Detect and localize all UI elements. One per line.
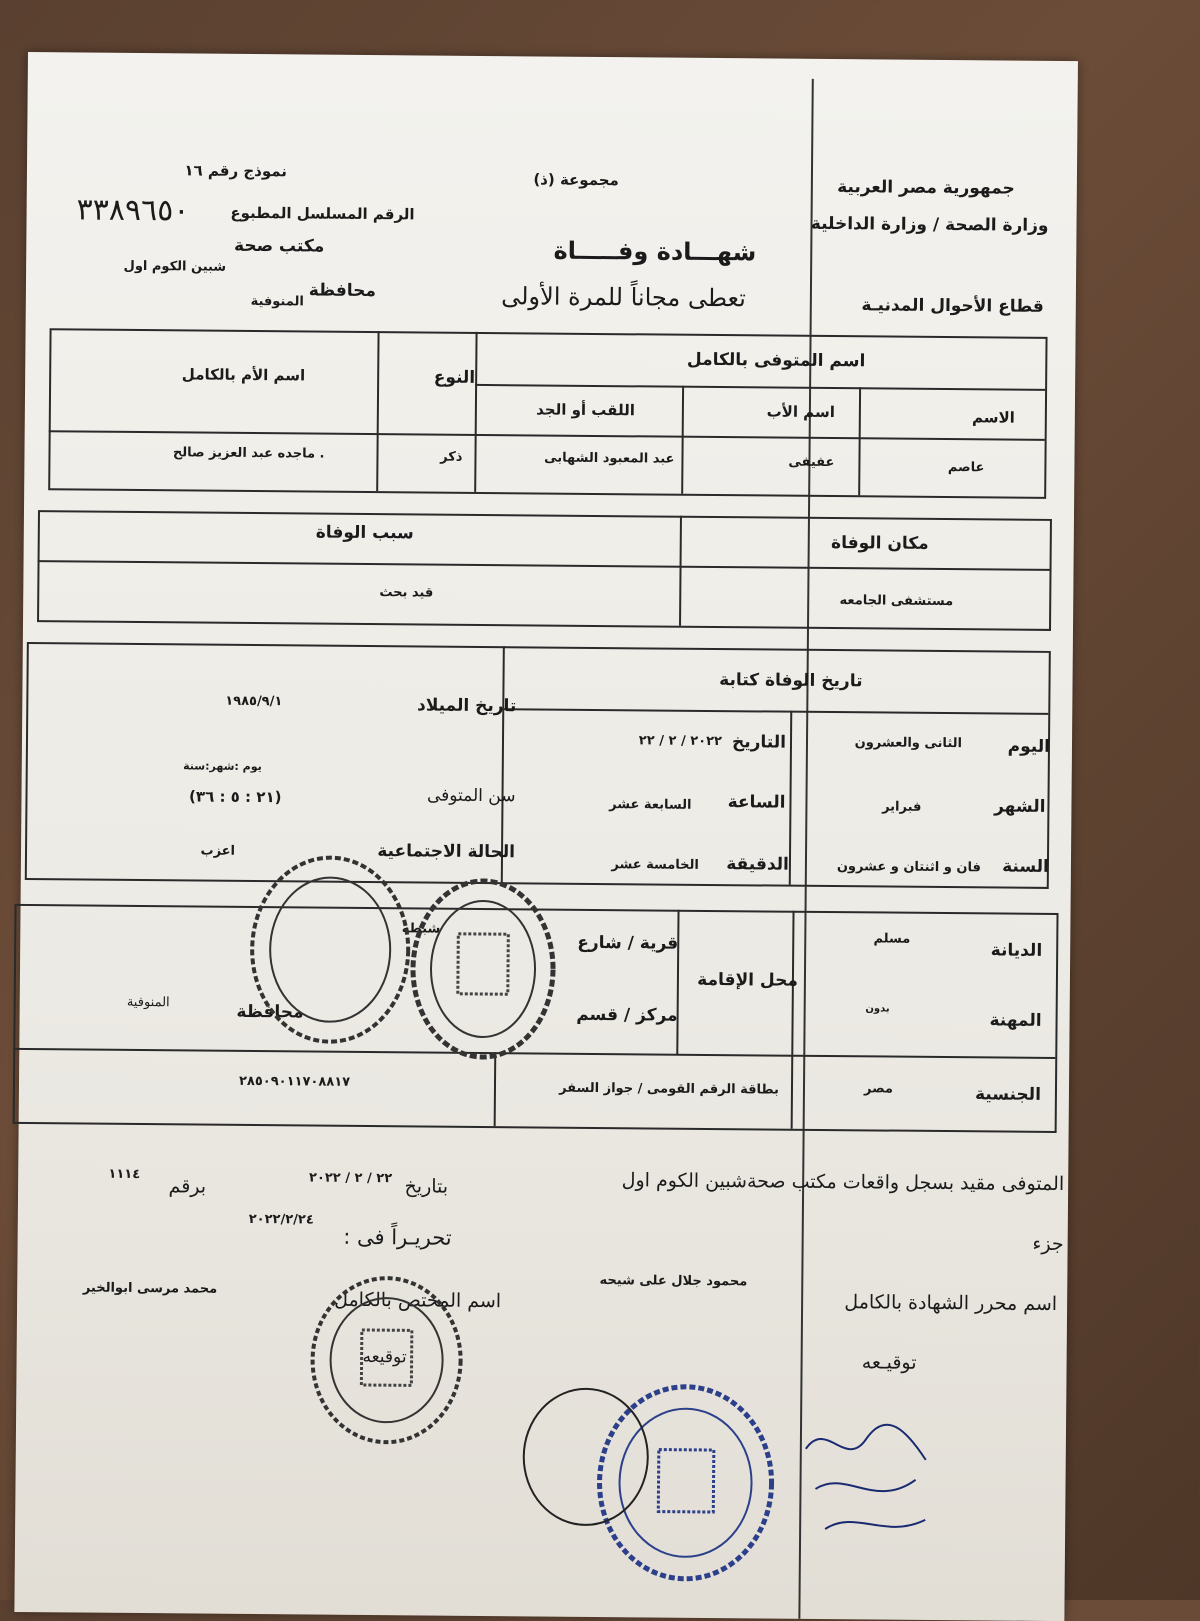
- certificate-title: شهـــادة وفـــــاة: [553, 236, 757, 267]
- date-value: ٢٠٢٢ / ٢ / ٢٢: [638, 733, 723, 750]
- serial-number: ٣٣٨٩٦٥٠: [76, 192, 190, 229]
- year-value: فان و اثنتان و عشرون: [836, 859, 981, 876]
- governorate-label: محافظة: [308, 280, 377, 302]
- age-value: (٢١ : ٥ : ٣٦): [189, 787, 282, 807]
- death-certificate: [14, 52, 1078, 1621]
- father-name-value: عفيفى: [788, 454, 835, 471]
- death-cause-value: قيد بحث: [379, 585, 434, 601]
- handwritten-signature: [785, 1409, 946, 1560]
- official-stamp-2: [407, 873, 559, 1064]
- marital-status-value: اعزب: [200, 843, 236, 859]
- official-label: اسم المختص بالكامل: [334, 1288, 502, 1313]
- office-label: مكتب صحة: [233, 235, 325, 257]
- job-value: بدون: [865, 1003, 890, 1015]
- official-name: محمد مرسى ابوالخير: [82, 1280, 218, 1297]
- on-date-label: بتاريخ: [404, 1175, 449, 1198]
- father-name-label: اسم الأب: [766, 402, 835, 422]
- official-stamp-1: [244, 849, 416, 1050]
- mother-name-label: اسم الأم بالكامل: [181, 365, 306, 385]
- residence-label: محل الإقامة: [697, 969, 799, 991]
- day-value: الثانى والعشرون: [854, 735, 963, 752]
- village-label: قرية / شارع: [577, 932, 679, 954]
- id-label: بطاقة الرقم القومى / جواز السفر: [559, 1080, 780, 1098]
- year-label: السنة: [1002, 856, 1050, 877]
- first-name-label: الاسم: [971, 408, 1015, 427]
- republic: جمهورية مصر العربية: [837, 177, 1015, 199]
- death-place-label: مكان الوفاة: [831, 533, 929, 554]
- marital-status-label: الحالة الاجتماعية: [377, 841, 516, 863]
- ministry: وزارة الصحة / وزارة الداخلية: [810, 213, 1049, 236]
- minute-value: الخامسة عشر: [611, 857, 699, 873]
- month-label: الشهر: [994, 796, 1046, 817]
- date-label: التاريخ: [731, 732, 787, 753]
- registered-statement: المتوفى مقيد بسجل واقعات مكتب صحةشبين الكوم اول: [621, 1169, 1065, 1196]
- surname-value: عبد المعبود الشهابى: [544, 450, 675, 467]
- group: مجموعة (ذ): [533, 170, 619, 190]
- religion-label: الديانة: [990, 940, 1043, 961]
- age-units: يوم :شهر:سنة: [183, 759, 262, 774]
- national-id-number: ٢٨٥٠٩٠١١٧٠٨٨١٧: [238, 1073, 351, 1090]
- writer-name: محمود جلال على شيحه: [599, 1273, 748, 1290]
- death-place-value: مستشفى الجامعه: [839, 593, 954, 610]
- number-value: ١١١٤: [108, 1166, 141, 1183]
- gender-label: النوع: [433, 367, 476, 388]
- age-label: سن المتوفى: [426, 785, 516, 807]
- village-value: شبطه: [401, 921, 441, 937]
- religion-value: مسلم: [873, 931, 911, 947]
- first-name-value: عاصم: [947, 460, 985, 476]
- sector: قطاع الأحوال المدنيـة: [861, 295, 1044, 317]
- hour-value: السابعة عشر: [609, 797, 692, 813]
- month-value: فبراير: [882, 799, 922, 815]
- signature-loop: [515, 1376, 656, 1537]
- day-label: اليوم: [1007, 736, 1051, 757]
- nationality-value: مصر: [863, 1081, 894, 1097]
- official-signature-label: توقيعه: [362, 1346, 407, 1368]
- on-date-value: ٢٢ / ٢ / ٢٠٢٢: [308, 1170, 393, 1187]
- gender-value: ذكر: [440, 449, 463, 465]
- residence-governorate-value: المنوفية: [126, 994, 170, 1011]
- writer-signature-label: توقيـعه: [861, 1351, 917, 1374]
- part-label: جزء: [1032, 1232, 1064, 1256]
- death-place-table: [37, 510, 1052, 631]
- form-number: نموذج رقم ١٦: [184, 161, 288, 181]
- birth-date-label: تاريخ الميلاد: [416, 695, 517, 717]
- minute-label: الدقيقة: [726, 854, 790, 875]
- writer-label: اسم محرر الشهادة بالكامل: [844, 1291, 1058, 1316]
- job-label: المهنة: [989, 1010, 1042, 1031]
- death-date-written-label: تاريخ الوفاة كتابة: [719, 670, 863, 692]
- number-label: برقم: [168, 1175, 207, 1198]
- residence-governorate-label: محافظة: [236, 1001, 304, 1023]
- full-name-label: اسم المتوفى بالكامل: [686, 349, 866, 372]
- district-label: مركز / قسم: [576, 1004, 678, 1026]
- serial-label: الرقم المسلسل المطبوع: [230, 203, 415, 224]
- hour-label: الساعة: [727, 792, 786, 813]
- written-on-date: ٢٠٢٢/٢/٢٤: [248, 1211, 314, 1228]
- birth-date-value: ١٩٨٥/٩/١: [225, 693, 283, 710]
- surname-label: اللقب أو الجد: [536, 400, 635, 420]
- mother-name-value: . ماجده عبد العزيز صالح: [172, 445, 325, 462]
- death-cause-label: سبب الوفاة: [315, 522, 414, 544]
- official-stamp-3: [306, 1269, 468, 1450]
- office-value: شبين الكوم اول: [123, 258, 227, 275]
- certificate-subtitle: تعطى مجاناً للمرة الأولى: [501, 282, 747, 313]
- governorate-value: المنوفية: [250, 293, 304, 310]
- nationality-label: الجنسية: [974, 1084, 1042, 1105]
- written-on-label: تحريـراً فى :: [343, 1224, 452, 1250]
- death-date-table: [25, 642, 1051, 889]
